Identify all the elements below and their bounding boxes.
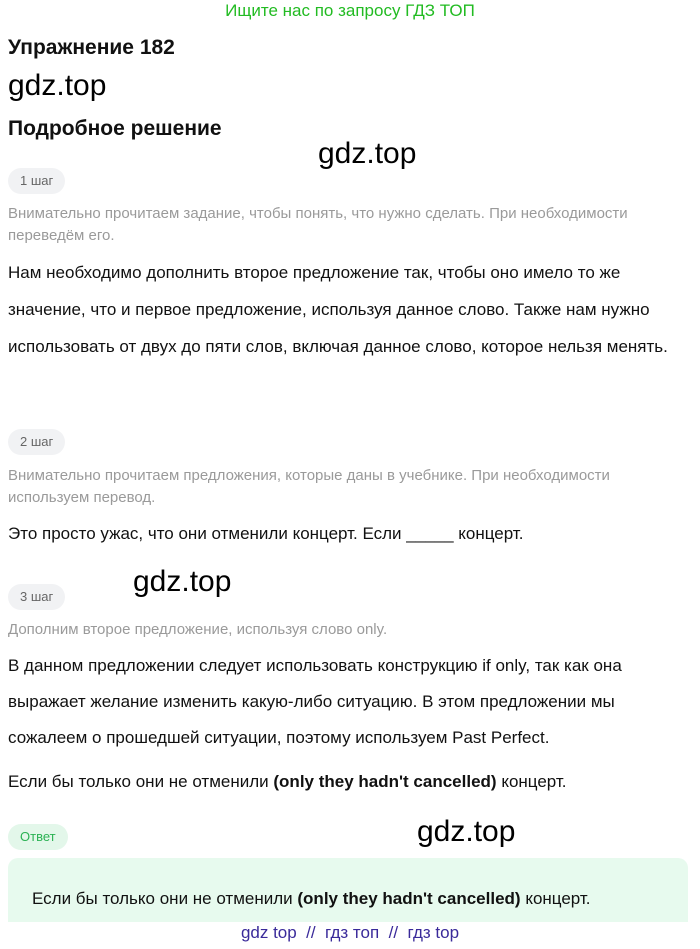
answer-text <box>32 889 591 909</box>
answer-end: концерт. <box>520 889 591 908</box>
sentence-start: Если бы только они не отменили <box>8 772 274 791</box>
answer-bold: (only they hadn't cancelled) <box>297 889 521 908</box>
answer-box <box>8 858 688 922</box>
step-text: Нам необходимо дополнить второе предложение так, чтобы оно имело то же значение, что и первое предложение, используя данное слово. Также нам нужно использовать от двух до пяти слов, включая данное слово, которое нельзя менять. <box>8 263 668 356</box>
watermark: gdz.top <box>318 137 417 170</box>
promo-banner: Ищите нас по запросу ГДЗ ТОП <box>225 1 475 20</box>
solution-title: Подробное решение <box>8 117 222 140</box>
watermark: gdz.top <box>8 69 107 102</box>
watermark: gdz.top <box>417 815 516 848</box>
step-text: В данном предложении следует использовать конструкцию if only, так как она выражает желание изменить какую-либо ситуацию. В этом предложении мы сожалеем о прошедшей ситуации, поэтому используем Past Perfect. <box>8 656 622 747</box>
watermark: gdz.top <box>133 565 232 598</box>
step-badge: 3 шаг <box>8 584 65 610</box>
step-sentence <box>8 772 690 792</box>
sentence-bold: (only they hadn't cancelled) <box>273 772 497 791</box>
sentence-end: концерт. <box>496 772 567 791</box>
step-badge: 2 шаг <box>8 429 65 455</box>
answer-badge: Ответ <box>8 824 68 850</box>
step-instruction: Внимательно прочитаем задание, чтобы понять, что нужно сделать. При необходимости переведём его. <box>8 205 628 244</box>
step-badge: 1 шаг <box>8 168 65 194</box>
footer-links: gdz top // гдз топ // гдз top <box>240 923 460 942</box>
step-text: Это просто ужас, что они отменили концерт. Если _____ концерт. <box>8 524 524 543</box>
exercise-title: Упражнение 182 <box>8 36 175 59</box>
step-instruction: Дополним второе предложение, используя слово only. <box>8 621 388 638</box>
step-instruction: Внимательно прочитаем предложения, которые даны в учебнике. При необходимости используем перевод. <box>8 467 610 506</box>
answer-start: Если бы только они не отменили <box>32 889 298 908</box>
